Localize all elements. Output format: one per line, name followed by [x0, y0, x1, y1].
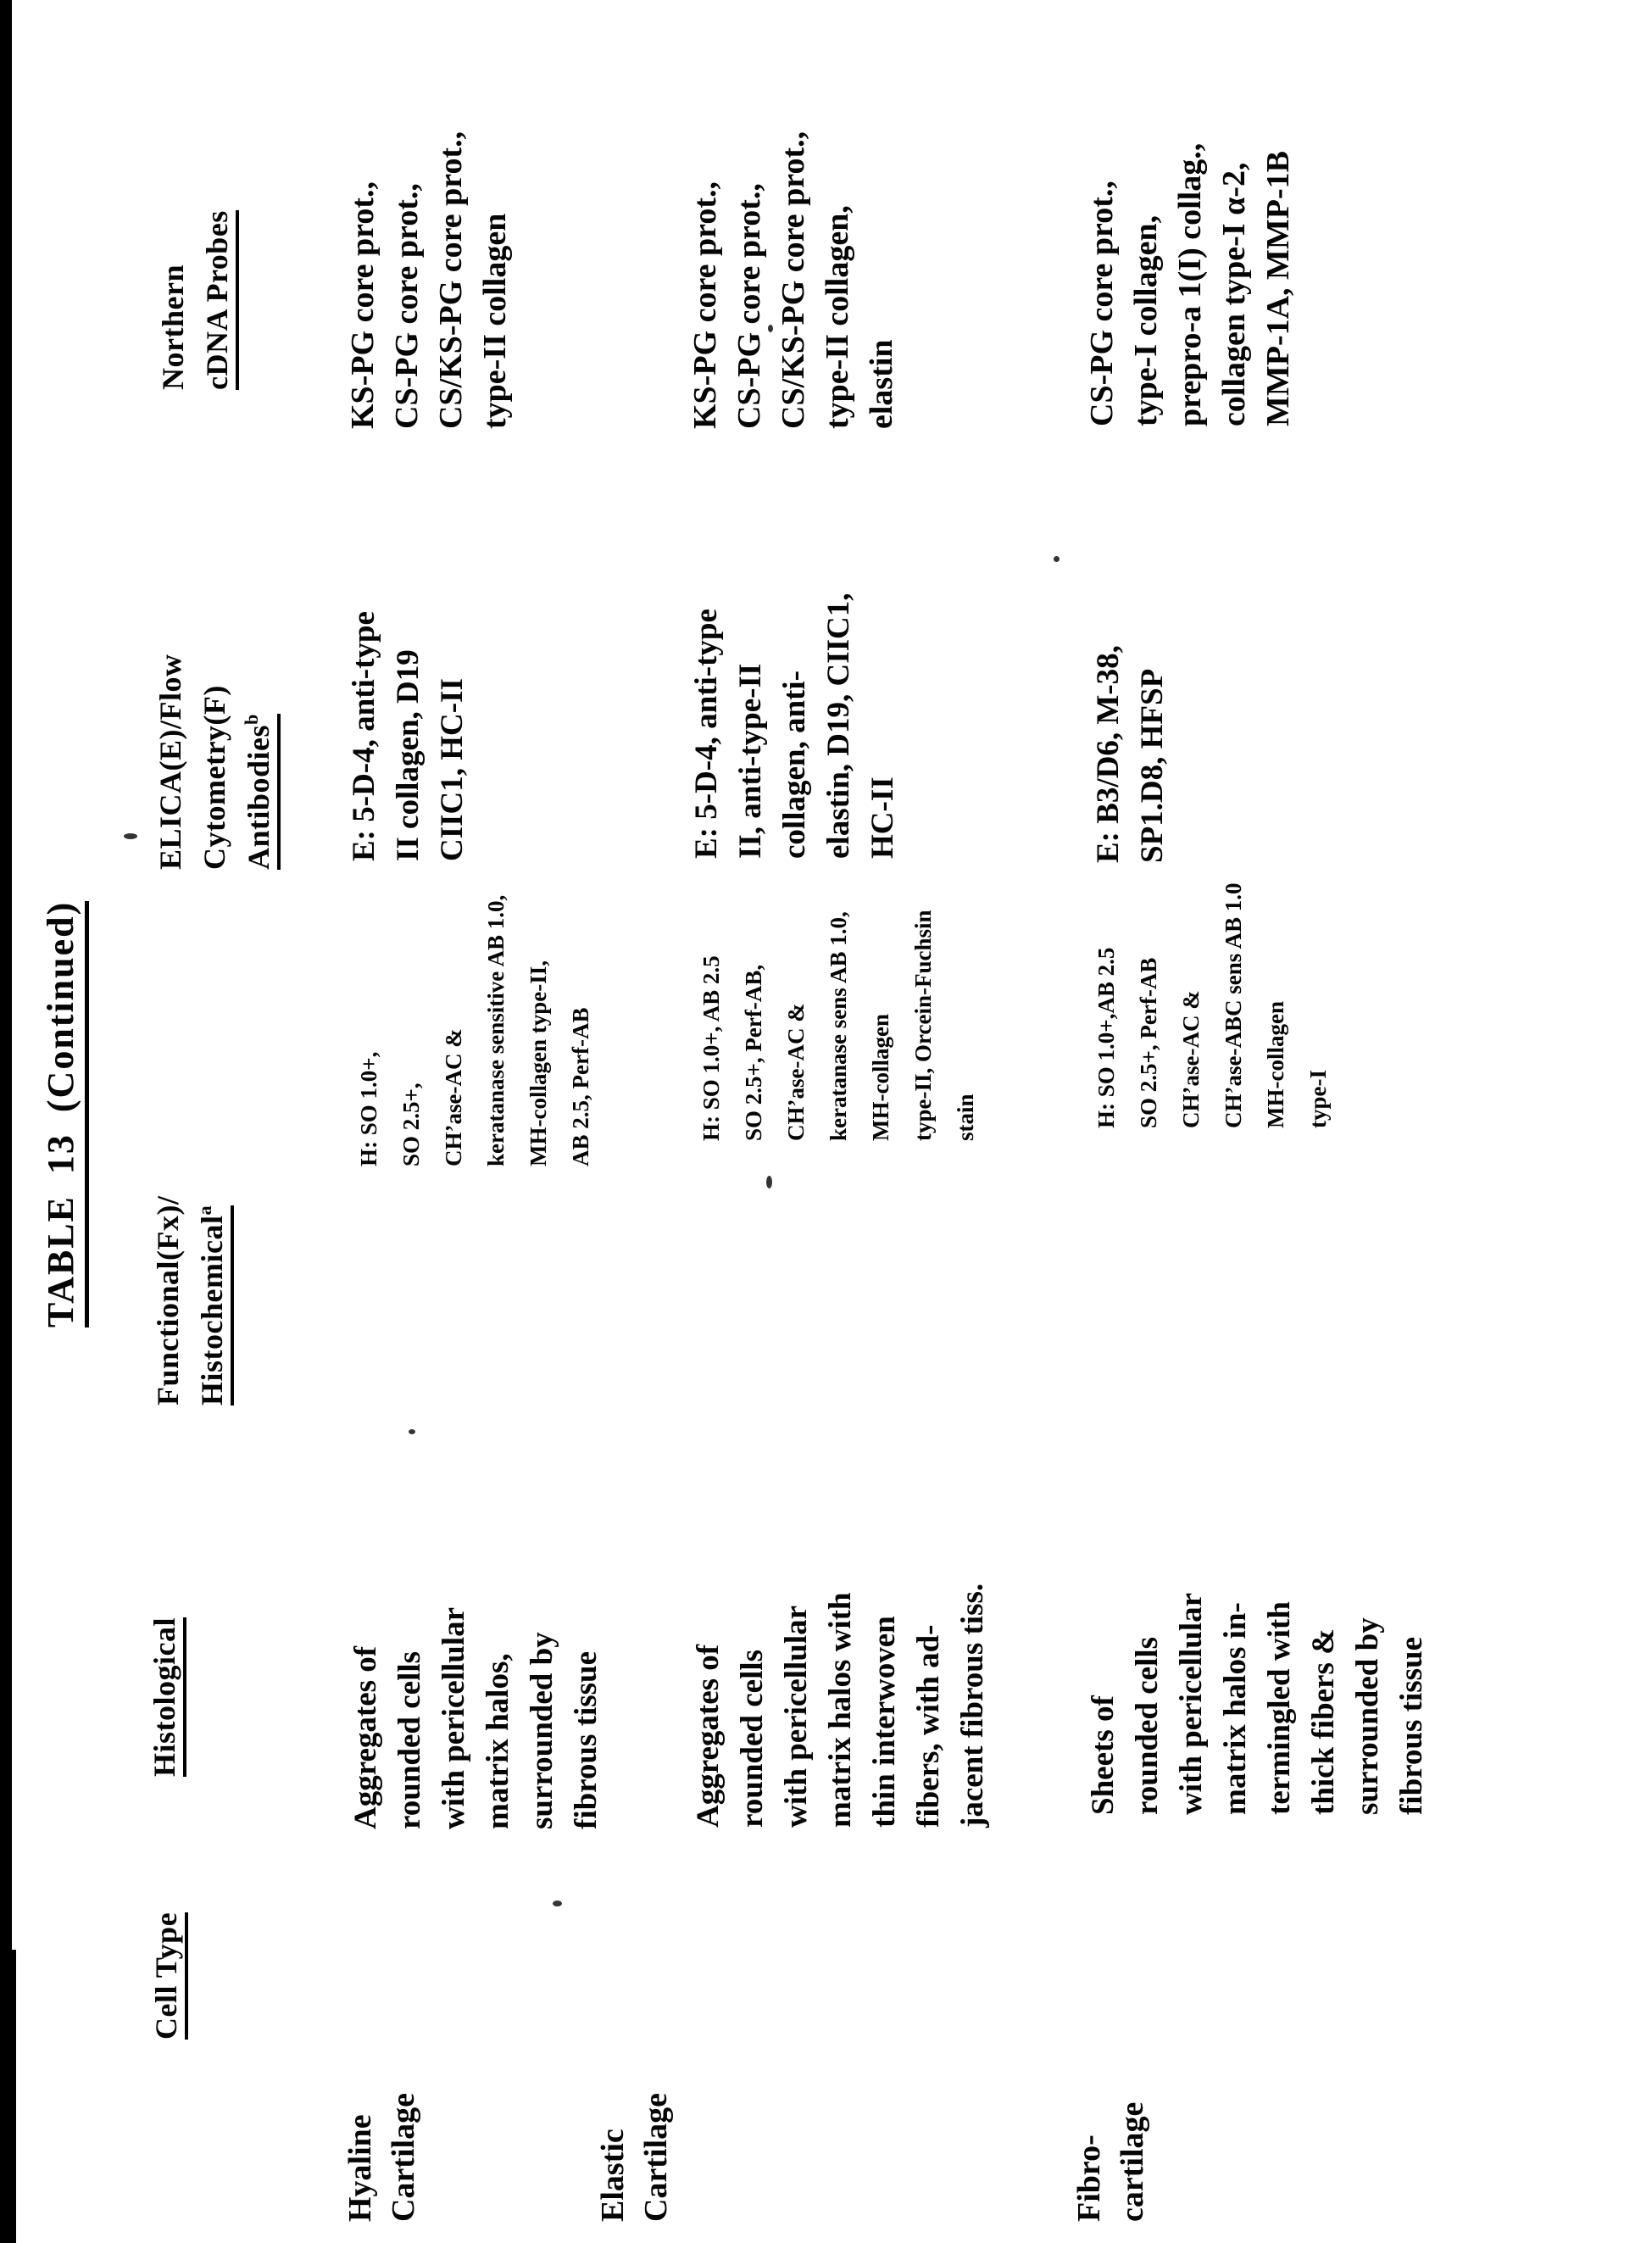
cell-hyaline-northern-probes — [341, 131, 517, 429]
scan-speck — [766, 1176, 772, 1188]
text-line: with pericellular — [779, 1605, 814, 1828]
text-line: matrix halos with — [823, 1592, 858, 1828]
text-line: SO 2.5+, — [398, 1083, 424, 1166]
text-line: Sheets of — [1086, 1695, 1121, 1815]
cell-elastic-northern-probes — [683, 131, 904, 429]
scan-edge-artifact — [0, 0, 12, 2243]
text-line: rounded cells — [735, 1649, 770, 1828]
text-line: HC-II — [865, 776, 900, 859]
text-line: keratanase sensitive AB 1.0, — [483, 894, 509, 1166]
row-label-elastic-cartilage — [592, 2093, 678, 2222]
table-title: TABLE 13 (Continued) — [39, 901, 82, 1327]
text-line: keratanase sens AB 1.0, — [826, 911, 851, 1141]
text-line: Hyaline — [342, 2114, 378, 2222]
text-line: matrix halos, — [481, 1653, 515, 1829]
text-line: collagen type-I α-2, — [1216, 162, 1252, 426]
text-line: rounded cells — [1130, 1636, 1165, 1815]
scan-speck — [553, 1901, 562, 1906]
cell-fibro-northern-probes — [1080, 143, 1300, 426]
row-label-fibro-cartilage — [1068, 2102, 1154, 2222]
text-line: Cartilage — [638, 2093, 674, 2222]
text-line: II, anti-type-II — [733, 663, 768, 859]
text-line: type-II collagen — [477, 213, 513, 429]
cell-hyaline-histological — [344, 1607, 609, 1829]
text-line: CH’ase-AC & — [441, 1028, 466, 1166]
cell-fibro-elica-antibodies — [1087, 645, 1175, 863]
cell-elastic-histological — [687, 1583, 995, 1828]
text-line: collagen, anti- — [777, 671, 812, 859]
text-line: fibrous tissue — [569, 1650, 604, 1829]
column-header-elica-flow-antibodies: ELICA(E)/Flow Cytometry(F) Antibodies$^b$ — [148, 654, 281, 870]
cell-elastic-elica-antibodies — [685, 593, 905, 860]
text-line: CIIC1, HC-II — [435, 678, 470, 861]
text-line: E: 5-D-4, anti-type — [347, 611, 381, 861]
cell-fibro-histological — [1082, 1593, 1434, 1815]
text-line: MH-collagen type-II, — [526, 960, 551, 1166]
row-label-hyaline-cartilage — [339, 2093, 426, 2222]
text-line: SP1.D8, HFSP — [1135, 668, 1170, 863]
column-header-northern-cdna-probes: Northern cDNA Probes — [151, 210, 239, 390]
column-header-functional-histochemical: Functional(Fx)/ Histochemical$^a$ — [146, 1196, 234, 1406]
text-line: CS/KS-PG core prot., — [776, 131, 811, 429]
text-line: CS/KS-PG core prot., — [433, 131, 469, 429]
text-line: elastin — [864, 339, 899, 429]
text-line: with pericellular — [437, 1606, 471, 1829]
text-line: fibrous tissue — [1394, 1636, 1429, 1815]
text-line: termingled with — [1262, 1601, 1297, 1815]
text-line: type-I — [1305, 1070, 1331, 1128]
text-line: with pericellular — [1174, 1592, 1209, 1815]
text-line: thick fibers & — [1306, 1628, 1341, 1815]
scan-speck — [124, 833, 137, 839]
text-line: CS-PG core prot., — [731, 183, 767, 429]
text-line: thin interwoven — [867, 1616, 902, 1828]
footnote-marker-a: a — [194, 1205, 215, 1216]
text-line: fibers, with ad- — [911, 1624, 946, 1828]
column-header-cell-type: Cell Type — [144, 1912, 188, 2040]
text-line: SO 2.5+, Perf-AB, — [741, 964, 766, 1141]
scan-speck — [1054, 556, 1060, 562]
text-line: rounded cells — [392, 1650, 427, 1829]
text-line: type-II collagen, — [820, 205, 855, 429]
text-line: E: B3/D6, M-38, — [1091, 645, 1126, 863]
text-line: Fibro- — [1071, 2134, 1107, 2222]
text-line: Elastic — [595, 2129, 631, 2222]
text-line: SO 2.5+, Perf-AB — [1136, 957, 1161, 1128]
text-line: matrix halos in- — [1218, 1602, 1253, 1815]
text-line: Aggregates of — [348, 1645, 383, 1829]
text-line: KS-PG core prot., — [687, 181, 723, 429]
text-line: CH’ase-AC & — [783, 1003, 809, 1141]
text-line: stain — [953, 1094, 978, 1141]
text-line: elastin, D19, CIIC1, — [821, 593, 856, 859]
text-line: MH-collagen — [868, 1014, 893, 1141]
text-line: CH’ase-AC & — [1178, 990, 1204, 1128]
text-line: jacent fibrous tiss. — [955, 1583, 990, 1828]
scan-speck — [768, 325, 773, 332]
text-line: CS-PG core prot., — [1084, 181, 1120, 426]
text-line: surrounded by — [525, 1632, 559, 1829]
text-line: Cartilage — [386, 2093, 421, 2222]
text-line: H: SO 1.0+, AB 2.5 — [698, 955, 724, 1141]
text-line: prepro-a 1(I) collag., — [1172, 142, 1208, 426]
text-line: KS-PG core prot., — [345, 181, 381, 429]
cell-fibro-functional — [1085, 882, 1339, 1128]
text-line: H: SO 1.0+, — [356, 1051, 381, 1166]
text-line: MMP-1A, MMP-1B — [1260, 151, 1296, 426]
text-line: type-I collagen, — [1128, 214, 1164, 426]
text-line: Aggregates of — [691, 1644, 726, 1828]
cell-hyaline-functional — [348, 895, 602, 1166]
text-line: H: SO 1.0+,AB 2.5 — [1093, 947, 1119, 1128]
text-line: CS-PG core prot., — [389, 183, 425, 429]
text-line: type-II, Orcein-Fuchsin — [910, 910, 936, 1141]
cell-hyaline-elica-antibodies — [342, 611, 475, 861]
text-line: CH’ase-ABC sens AB 1.0 — [1221, 882, 1246, 1128]
text-line: MH-collagen — [1263, 1001, 1288, 1128]
footnote-marker-b: b — [241, 714, 262, 725]
text-line: cartilage — [1115, 2101, 1150, 2222]
text-line: AB 2.5, Perf-AB — [568, 1007, 593, 1166]
text-line: E: 5-D-4, anti-type — [689, 609, 724, 859]
text-line: surrounded by — [1350, 1617, 1385, 1815]
text-line: II collagen, D19 — [391, 649, 426, 861]
column-header-histological: Histological — [142, 1617, 186, 1777]
scan-speck — [409, 1429, 415, 1434]
cell-elastic-functional — [690, 910, 987, 1141]
